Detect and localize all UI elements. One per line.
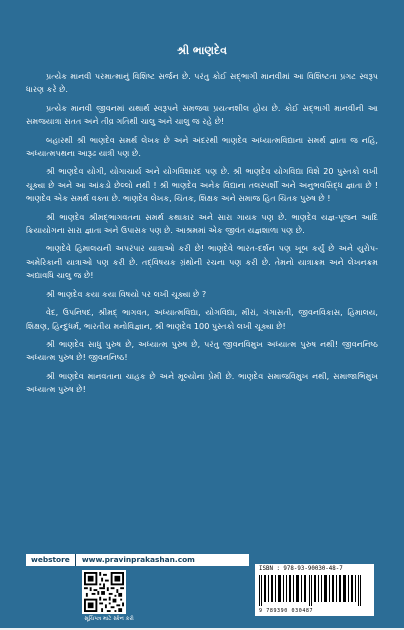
isbn-box: [255, 564, 374, 616]
paragraph: શ્રી ભાણદેવ સાધુ પુરુષ છે, અધ્યાત્મ પુરુષ છે, પરંતુ જીવનવિમુખ અધ્યાત્મ પુરુષ નથી! જીવનનિષ્ઠ અધ્યાત્મ પુરુષ છે! જીવનનિષ્ઠ!: [26, 338, 378, 363]
qr-code: [82, 570, 126, 614]
barcode-digits: 9 789390 030487: [259, 608, 314, 614]
paragraph: પ્રત્યેક માનવી જીવનમાં યથાર્થ સ્વરૂપને સમજવા પ્રયત્નશીલ હોય છે. કોઈ સદ્‌ભાગી માનવીની આ સમજયાત્રા સતત અને તીવ્ર ગતિથી ચાલુ અને ચાલુ જ રહે છે!: [26, 102, 378, 127]
paragraph: શ્રી ભાણદેવ યોગી, યોગાચાર્ય અને યોગવિશારદ પણ છે. શ્રી ભાણદેવ યોગવિદ્યા વિશે 20 પુસ્તકો લખી ચૂક્યા છે અને આ આંકડો છેલ્લો નથી ! શ્રી ભાણદેવ અનેક વિદ્યાના તલસ્પર્શી અને અનુભવસિદ્ધ જ્ઞાતા છે ! ભાણદેવ એક સમર્થ વક્તા છે. ભાણદેવ લેખક, ચિંતક, શિક્ષક અને સમાજ હિત ચિંતક પુરુષ છે !: [26, 166, 378, 204]
isbn-number: ISBN : 978-93-90030-48-7: [259, 566, 343, 572]
webstore-url: www.pravinprakashan.com: [81, 555, 195, 564]
paragraph: પ્રત્યેક માનવી પરમાત્માનું વિશિષ્ટ સર્જન છે. પરંતુ કોઈ સદ્‌ભાગી માનવીમાં આ વિશિષ્ટતા પ્રગટ સ્વરૂપ ધારણ કરે છે.: [26, 71, 378, 95]
webstore-label: webstore: [26, 554, 76, 566]
paragraph: ભાણદેવે હિમાલયની અપરંપાર યાત્રાઓ કરી છે! ભાણદેવે ભારત-દર્શન પણ ખૂબ કર્યું છે અને યુરોપ-અમેરિકાની યાત્રાઓ પણ કરી છે. તદ્‌વિષયક ગ્રંથોની રચના પણ કરી છે. તેમનો યાત્રાક્રમ અને લેખનક્રમ અદ્યાવધિ ચાલુ જ છે!: [26, 243, 378, 281]
cover-footer: [26, 554, 378, 624]
qr-caption: સૂચિપત્ર માટે સ્કેન કરો: [84, 616, 134, 622]
barcode-icon: [259, 575, 369, 606]
qr-code-icon: [84, 572, 124, 612]
cover-title: શ્રી ભાણદેવ: [176, 44, 228, 57]
paragraph: શ્રી ભાણદેવ કયા કયા વિષયો પર લખી ચૂક્યા છે ?: [46, 288, 207, 299]
webstore-bar: [26, 554, 249, 566]
paragraph: શ્રી ભાણદેવ શ્રીમદ્‌ભાગવતના સમર્થ કથાકાર અને સારા ગાયક પણ છે. ભાણદેવ યજ્ઞ-પૂજન આદિ ક્રિયાયોગના સારા જ્ઞાતા અને ઉપાસક પણ છે. આશ્રમમાં એક જીવંત યજ્ઞશાળા પણ છે.: [26, 211, 378, 236]
paragraph: બહારથી શ્રી ભાણદેવ સમર્થ લેખક છે અને અંદરથી ભાણદેવ અધ્યાત્મવિદ્યાના સમર્થ જ્ઞાતા જ નહિ, અધ્યાત્મપથના આરૂઢ યાત્રી પણ છે.: [26, 134, 378, 159]
paragraph: વેદ, ઉપનિષદ, શ્રીમદ્‌ ભાગવત, અધ્યાત્મવિદ્યા, યોગવિદ્યા, મીરાં, ગંગાસતી, જીવનવિકાસ, હિમાલય, શિક્ષણ, હિન્દુધર્મ, ભારતીય મનોવિજ્ઞાન, શ્રી ભાણદેવ 100 પુસ્તકો લખી ચૂક્યા છે!: [26, 307, 378, 331]
paragraph: શ્રી ભાણદેવ માનવતાના ચાહક છે અને મૂલ્યોના પ્રેમી છે. ભાણદેવ સમાજવિમુખ નથી, સમાજાભિમુખ અધ્યાત્મ પુરુષ છે!: [26, 370, 378, 395]
cover-body-text: [26, 70, 378, 402]
